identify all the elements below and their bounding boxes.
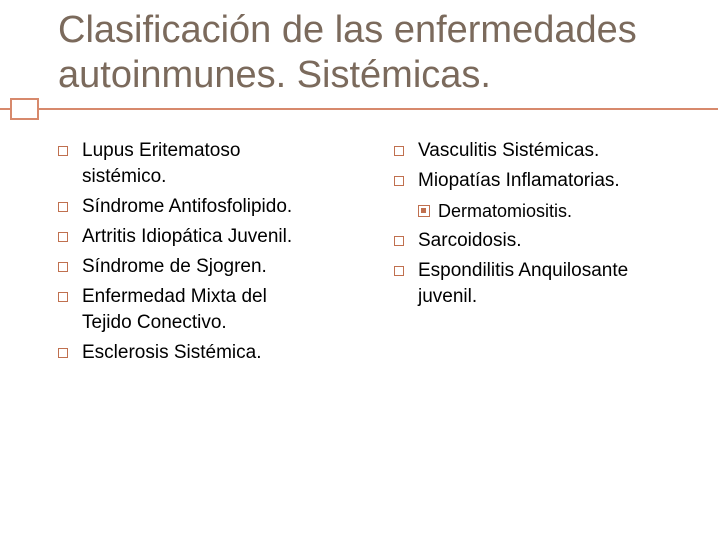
right-bullet-list [394, 138, 714, 314]
list-item-text: Vasculitis Sistémicas. [418, 140, 600, 161]
list-item-text-continued: Tejido Conectivo. [82, 312, 227, 333]
list-item-text: Esclerosis Sistémica. [82, 342, 262, 363]
list-item-text: Enfermedad Mixta del [82, 286, 267, 307]
list-item-text: Síndrome Antifosfolipido. [82, 196, 293, 217]
title-accent-bar [0, 98, 718, 120]
square-outline-bullet-icon [394, 266, 404, 276]
square-outline-bullet-icon [58, 292, 68, 302]
list-item [58, 224, 378, 250]
list-item [58, 284, 378, 336]
list-item-text-continued: sistémico. [82, 166, 167, 187]
sub-list-item [394, 198, 714, 224]
slide-title-line-2: autoinmunes. Sistémicas. [58, 54, 491, 96]
list-item [58, 194, 378, 220]
square-outline-bullet-icon [58, 202, 68, 212]
list-item [58, 254, 378, 280]
list-item [394, 258, 714, 310]
square-outline-bullet-icon [58, 232, 68, 242]
list-item-text: Sarcoidosis. [418, 230, 522, 251]
list-item-text-continued: juvenil. [418, 286, 478, 307]
list-item [394, 228, 714, 254]
square-outline-bullet-icon [394, 146, 404, 156]
filled-square-bullet-icon [418, 205, 430, 217]
list-item [58, 138, 378, 190]
list-item-text: Espondilitis Anquilosante [418, 260, 629, 281]
slide-title [58, 8, 718, 98]
square-outline-bullet-icon [394, 236, 404, 246]
square-outline-bullet-icon [394, 176, 404, 186]
sub-list-item-text: Dermatomiositis. [438, 201, 573, 221]
list-item-text: Artritis Idiopática Juvenil. [82, 226, 293, 247]
left-bullet-list [58, 138, 378, 370]
list-item [394, 168, 714, 194]
accent-square-icon [10, 98, 39, 120]
list-item-text: Miopatías Inflamatorias. [418, 170, 620, 191]
slide-title-line-1: Clasificación de las enfermedades [58, 9, 637, 51]
accent-rule [0, 108, 718, 110]
list-item-text: Lupus Eritematoso [82, 140, 241, 161]
square-outline-bullet-icon [58, 262, 68, 272]
square-outline-bullet-icon [58, 348, 68, 358]
square-outline-bullet-icon [58, 146, 68, 156]
list-item [58, 340, 378, 366]
list-item [394, 138, 714, 164]
list-item-text: Síndrome de Sjogren. [82, 256, 267, 277]
